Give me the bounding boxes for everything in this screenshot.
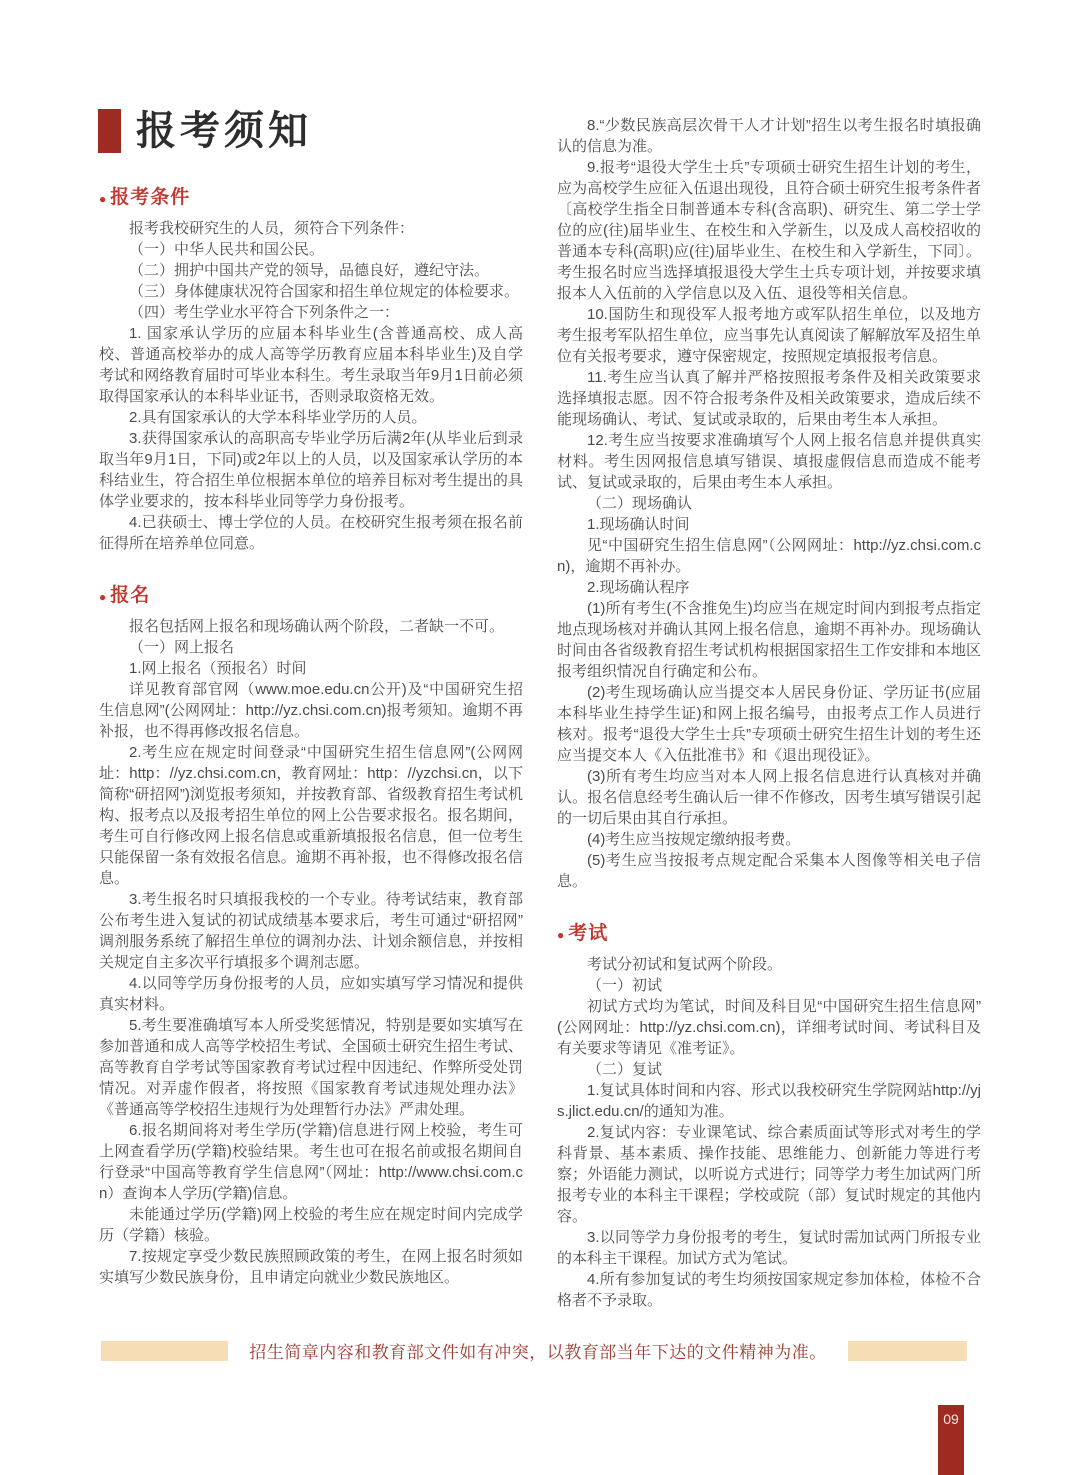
paragraph: 2.现场确认程序	[587, 579, 690, 596]
paragraph: 8.“少数民族高层次骨干人才计划”招生以考生报名时填报确认的信息为准。	[557, 117, 981, 155]
paragraph: （二）现场确认	[587, 495, 693, 512]
paragraph: 1.网上报名（预报名）时间	[129, 660, 307, 677]
paragraph: （一）初试	[587, 977, 663, 994]
paragraph: 10.国防生和现役军人报考地方或军队招生单位，以及地方考生报考军队招生单位，应当事先认真阅读了解解放军及招生单位有关报考要求，遵守保密规定，按照规定填报报考信息。	[557, 306, 981, 365]
paragraph: 初试方式均为笔试，时间及科目见“中国研究生招生信息网”(公网网址：http://yz.chsi.com.cn)，详细考试时间、考试科目及有关要求等请见《准考证》。	[557, 998, 981, 1057]
paragraph: 11.考生应当认真了解并严格按照报考条件及相关政策要求选择填报志愿。因不符合报考条件及相关政策要求，造成后续不能现场确认、考试、复试或录取的，后果由考生本人承担。	[557, 369, 981, 428]
page-header	[98, 107, 312, 155]
paragraph: （四）考生学业水平符合下列条件之一：	[129, 304, 400, 321]
paragraph: 7.按规定享受少数民族照顾政策的考生，在网上报名时须如实填写少数民族身份，且申请定向就业少数民族地区。	[99, 1248, 523, 1286]
paragraph: 2.考生应在规定时间登录“中国研究生招生信息网”(公网网址：http：//yz.chsi.com.cn，教育网址：http：//yzchsi.cn，以下简称“研招网”)浏览报考须知，并按教育部、省级教育招生考试机构、报考点以及报考招生单位的网上公告要求报名。报名期间，考生可自行修改网上报名信息或重新填报报名信息，但一位考生只能保留一条有效报名信息。逾期不再补报，也不得修改报名信息。	[99, 744, 523, 887]
section	[99, 584, 523, 1288]
left-column	[99, 186, 523, 1288]
paragraph: 2.具有国家承认的大学本科毕业学历的人员。	[129, 409, 427, 426]
paragraph: (1)所有考生(不含推免生)均应当在规定时间内到报考点指定地点现场核对并确认其网上报名信息，逾期不再补办。现场确认时间由各省级教育招生考试机构根据国家招生工作安排和本地区报考组织情况自行确定和公布。	[557, 600, 981, 680]
paragraph: (5)考生应当按报考点规定配合采集本人图像等相关电子信息。	[557, 852, 981, 890]
footer-banner	[101, 1340, 967, 1361]
paragraph: （一）网上报名	[129, 639, 235, 656]
paragraph: （二）拥护中国共产党的领导，品德良好，遵纪守法。	[129, 262, 490, 279]
paragraph: 考试分初试和复试两个阶段。	[587, 956, 783, 973]
section-heading-label: 考试	[568, 923, 609, 944]
paragraph: 12.考生应当按要求准确填写个人网上报名信息并提供真实材料。考生因网报信息填写错误、填报虚假信息而造成不能考试、复试或录取的，后果由考生本人承担。	[557, 432, 981, 491]
paragraph: （二）复试	[587, 1061, 663, 1078]
paragraph: 1. 国家承认学历的应届本科毕业生(含普通高校、成人高校、普通高校举办的成人高等学历教育应届本科毕业生)及自学考试和网络教育届时可毕业本科生。考生录取当年9月1日前必须取得国家承认的本科毕业证书，否则录取资格无效。	[99, 325, 523, 405]
bullet-icon: ●	[99, 589, 108, 604]
paragraph: 报名包括网上报名和现场确认两个阶段，二者缺一不可。	[129, 618, 505, 635]
paragraph: 见“中国研究生招生信息网”（公网网址：http://yz.chsi.com.cn)，逾期不再补办。	[557, 537, 981, 575]
paragraph: 4.所有参加复试的考生均须按国家规定参加体检，体检不合格者不予录取。	[557, 1271, 981, 1309]
paragraph: 6.报名期间将对考生学历(学籍)信息进行网上校验，考生可上网查看学历(学籍)校验结果。考生也可在报名前或报名期间自行登录“中国高等教育学生信息网”（网址：http://www.chsi.com.cn）查询本人学历(学籍)信息。	[99, 1122, 523, 1202]
banner-left-bar	[101, 1341, 228, 1361]
paragraph: (3)所有考生均应当对本人网上报名信息进行认真核对并确认。报名信息经考生确认后一律不作修改，因考生填写错误引起的一切后果由其自行承担。	[557, 768, 981, 827]
paragraph: 详见教育部官网（www.moe.edu.cn公开)及“中国研究生招生信息网”(公网网址：http://yz.chsi.com.cn)报考须知。逾期不再补报，也不得再修改报名信息。	[99, 681, 523, 740]
section-heading-label: 报考条件	[110, 187, 191, 208]
paragraph: （三）身体健康状况符合国家和招生单位规定的体检要求。	[129, 283, 520, 300]
section-heading	[557, 922, 981, 945]
paragraph: 1.复试具体时间和内容、形式以我校研究生学院网站http://yjs.jlict.edu.cn/的通知为准。	[557, 1082, 981, 1120]
paragraph: 2.复试内容：专业课笔试、综合素质面试等形式对考生的学科背景、基本素质、操作技能、思维能力、创新能力等进行考察；外语能力测试，以听说方式进行；同等学力考生加试两门所报考专业的本科主干课程；学校或院（部）复试时规定的其他内容。	[557, 1124, 981, 1225]
bullet-icon: ●	[557, 927, 566, 942]
paragraph: 1.现场确认时间	[587, 516, 690, 533]
banner-right-bar	[848, 1341, 967, 1361]
page-number: 09	[943, 1411, 959, 1427]
right-column	[557, 115, 981, 1311]
section	[557, 922, 981, 1311]
page-number-badge	[938, 1405, 964, 1475]
paragraph: 4.以同等学历身份报考的人员，应如实填写学习情况和提供真实材料。	[99, 975, 523, 1013]
section-heading	[99, 584, 523, 607]
paragraph: 未能通过学历(学籍)网上校验的考生应在规定时间内完成学历（学籍）核验。	[99, 1206, 523, 1244]
paragraph: (2)考生现场确认应当提交本人居民身份证、学历证书(应届本科毕业生持学生证)和网上报名编号，由报考点工作人员进行核对。报考“退役大学生士兵”专项硕士研究生招生计划的考生还应当提交本人《入伍批准书》和《退出现役证》。	[557, 684, 981, 764]
section-heading-label: 报名	[110, 585, 151, 606]
section	[557, 115, 981, 892]
footer-note: 招生简章内容和教育部文件如有冲突，以教育部当年下达的文件精神为准。	[249, 1343, 827, 1362]
paragraph: 4.已获硕士、博士学位的人员。在校研究生报考须在报名前征得所在培养单位同意。	[99, 514, 523, 552]
bullet-icon: ●	[99, 191, 108, 206]
paragraph: 9.报考“退役大学生士兵”专项硕士研究生招生计划的考生，应为高校学生应征入伍退出现役，且符合硕士研究生报考条件者〔高校学生指全日制普通本专科(含高职)、研究生、第二学士学位的应(往)届毕业生、在校生和入学新生，以及成人高校招收的普通本专科(高职)应(往)届毕业生、在校生和入学新生，下同〕。考生报名时应当选择填报退役大学生士兵专项计划，并按要求填报本人入伍前的入学信息以及入伍、退役等相关信息。	[557, 159, 981, 302]
section-heading	[99, 186, 523, 209]
paragraph: 3.获得国家承认的高职高专毕业学历后满2年(从毕业后到录取当年9月1日，下同)或2年以上的人员，以及国家承认学历的本科结业生，符合招生单位根据本单位的培养目标对考生提出的具体学业要求的，按本科毕业同等学力身份报考。	[99, 430, 523, 510]
paragraph: 5.考生要准确填写本人所受奖惩情况，特别是要如实填写在参加普通和成人高等学校招生考试、全国硕士研究生招生考试、高等教育自学考试等国家教育考试过程中因违纪、作弊所受处罚情况。对弄虚作假者，将按照《国家教育考试违规处理办法》《普通高等学校招生违规行为处理暂行办法》严肃处理。	[99, 1017, 523, 1118]
page-title: 报考须知	[136, 109, 312, 153]
section	[99, 186, 523, 554]
paragraph: 3.考生报名时只填报我校的一个专业。待考试结束，教育部公布考生进入复试的初试成绩基本要求后，考生可通过“研招网”调剂服务系统了解招生单位的调剂办法、计划余额信息，并按相关规定自主多次平行填报多个调剂志愿。	[99, 891, 523, 971]
paragraph: 3.以同等学力身份报考的考生，复试时需加试两门所报专业的本科主干课程。加试方式为笔试。	[557, 1229, 981, 1267]
paragraph: (4)考生应当按规定缴纳报考费。	[587, 831, 801, 848]
paragraph: （一）中华人民共和国公民。	[129, 241, 325, 258]
title-red-block-icon	[98, 109, 121, 153]
paragraph: 报考我校研究生的人员，须符合下列条件：	[129, 220, 415, 237]
